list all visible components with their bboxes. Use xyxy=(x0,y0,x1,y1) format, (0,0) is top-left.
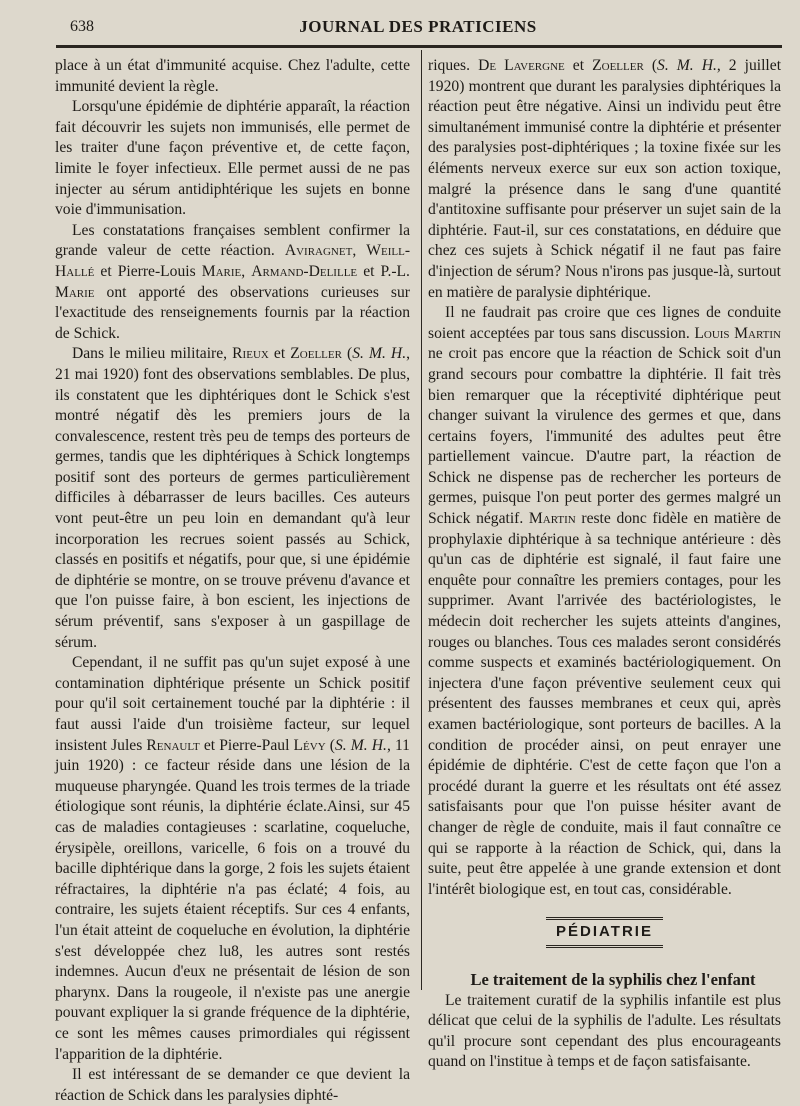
paragraph xyxy=(55,344,410,653)
author-name: Renault xyxy=(146,736,200,754)
text-run: reste donc fidèle en matière de prophylaxie diphtérique à sa technique antérieure : dès qu'un cas de diphtérie est signalé, il faut faire une enquête pour connaître les premiers contages, pour les supprimer. Avant l'arrivée des bactériologistes, le médecin doit rechercher les sujets atteints d'angines, rouges ou blanches. Tous ces malades seront considérés comme suspects et examinés bactériologiquement. On injectera d'une façon préventive seulement ceux qui présentent des fausses membranes et ceux qui, après examen bactériologique, sont porteurs de bacilles. A la condition de procéder ainsi, on peut enrayer une épidémie de diphtérie. C'est de cette façon que l'on a procédé durant la guerre et les résultats ont été assez satisfaisants pour que l'on puisse hésiter avant de changer de règle de conduite, mais il faut connaître ce qui se rapporte à la réaction de Schick, qui, dans la suite, peut être appelée à une grande extension et dont l'intérêt biologique est, en tout cas, considérable. xyxy=(428,510,781,898)
column-divider xyxy=(421,50,422,990)
text-run: Les constatations françaises semblent confirmer la grande valeur de cette réaction. xyxy=(55,221,410,260)
text-run: et xyxy=(363,262,375,280)
text-run: ( xyxy=(329,736,335,754)
author-name: Louis Martin xyxy=(694,324,781,342)
header-rule xyxy=(56,45,782,48)
paragraph: Le traitement curatif de la syphilis infantile est plus délicat que celui de la syphilis de l'adulte. Les résultats qu'il procure sont cependant des plus encourageants quand on l'institue à temps et de façon satisfaisante. xyxy=(428,991,781,1071)
paragraph: Il est intéressant de se demander ce que devient la réaction de Schick dans les paralysies diphté- xyxy=(55,1066,410,1104)
journal-title: JOURNAL DES PRATICIENS xyxy=(299,17,537,36)
text-run: ( xyxy=(651,57,658,74)
article-title: Le traitement de la syphilis chez l'enfant xyxy=(470,969,756,989)
left-column xyxy=(55,56,410,1106)
author-name: Zoeller xyxy=(592,57,644,74)
text-run: et Pierre-Louis xyxy=(100,262,196,280)
author-name: Marie xyxy=(201,262,242,280)
text-run: , xyxy=(352,242,357,260)
right-column xyxy=(428,56,781,1073)
text-run: et Pierre-Paul xyxy=(203,736,290,754)
paragraph xyxy=(55,221,410,345)
text-run: , 11 juin 1920) : ce facteur réside dans une lésion de la muqueuse pharyngée. Quand les trois termes de la triade étiologique sont réunis, la diphtérie éclate.Ainsi, sur 45 cas de maladies contagieuses : scarlatine, coqueluche, érysipèle, oreillons, varicelle, 6 fois on a trouvé du bacille diphtérique dans la gorge, 2 fois les sujets étaient réfractaires, la diphtérie n'a pas éclaté; 4 fois, au contraire, les sujets étaient réceptifs. Sur ces 4 enfants, l'un était atteint de coqueluche en évolution, la diphtérie s'est développée chez lu8, les autres sont restés indemnes. Aucun d'eux ne présentait de lésion de son pharynx. Dans la rougeole, il n'existe pas une anergie pouvant expliquer la si grande fréquence de la diphtérie, ce sont les mêmes causes primordiales qui régissent l'apparition de la diphtérie. xyxy=(55,736,410,1063)
paragraph xyxy=(428,303,781,900)
journal-abbrev: S. M. H. xyxy=(657,57,717,74)
author-name: Rieux xyxy=(232,345,269,363)
text-run: , 21 mai 1920) font des observations semblables. De plus, ils constatent que les diphtériques dont le Schick s'est montré négatif dès les premiers jours de la convalescence, restent très peu de temps des porteurs de germes, tandis que les diphtériques à Schick longtemps positif sont des porteurs de germes particulièrement difficiles à débarrasser de leurs bacilles. Ces auteurs vont peut-être un peu loin en demandant qu'à leur incorporation les recrues soient passés au Schick, classés en positifs et négatifs, pour que, si une épidémie de diphtérie se montre, on se trouve prévenu d'avance et que l'on puisse faire, à bon escient, les injections de sérum préventif, sans s'exposer à un gaspillage de sérum. xyxy=(55,345,411,651)
text-run: et xyxy=(273,345,286,363)
text-run: ont apporté des observations curieuses sur l'exactitude des renseignements fournis par la réaction de Schick. xyxy=(55,283,410,342)
text-run: et xyxy=(572,57,585,74)
section-label: PÉDIATRIE xyxy=(546,917,663,948)
page-number: 638 xyxy=(70,18,94,35)
journal-abbrev: S. M. H. xyxy=(352,345,407,363)
author-name: P.-L. Marie xyxy=(55,262,410,301)
author-name: Martin xyxy=(528,510,576,528)
text-run: Dans le milieu militaire, xyxy=(72,345,228,363)
text-run: , 2 juillet 1920) montrent que durant les paralysies diphtériques la réaction peut être négative. Ainsi un individu peut être simultanément immunisé contre la diphtérie et présenter des paralysies post-diphtériques ; la toxine fixée sur les éléments nerveux exerce sur eux son action toxique, malgré la présence dans le sang d'une quantité d'antitoxine suffisante pour préserver un sujet sain de la diphtérie. Faut-il, sur ces constatations, en déduire que chez ces sujets à Schick négatif il ne faut pas faire d'injection de sérum? Nous n'irons pas jusque-là, surtout en matière de paralysie diphtérique. xyxy=(428,57,782,301)
author-name: De Lavergne xyxy=(478,57,565,74)
section-heading xyxy=(428,917,781,948)
text-run: ( xyxy=(347,345,353,363)
text-run: , xyxy=(241,262,246,280)
paragraph: place à un état d'immunité acquise. Chez l'adulte, cette immunité devient la règle. xyxy=(55,57,410,95)
author-name: Lévy xyxy=(293,736,326,754)
author-name: Zoeller xyxy=(290,345,342,363)
text-run: Il ne faudrait pas croire que ces lignes de conduite soient acceptées par tous sans discussion. xyxy=(428,304,781,342)
text-run: ne croit pas encore que la réaction de Schick soit d'un grand secours pour combattre la diphtérie. Il fait très bien remarquer que la réceptivité diphtérique peut changer suivant la virulence des germes et que, dans certains foyers, l'immunité des adultes peut être partiellement vaincue. D'autre part, la réaction de Schick ne dispense pas de rechercher les porteurs de germes, puisque l'on peut porter des germes malgré un Schick négatif. xyxy=(428,345,781,528)
text-run: riques. xyxy=(428,57,471,74)
text-run: Cependant, il ne suffit pas qu'un sujet exposé à une contamination diphtérique présente un Schick positif pour qu'il soit certainement touché par la diphtérie : il faut aussi l'aide d'un troisième facteur, sur lequel insistent Jules xyxy=(55,654,410,754)
page-header xyxy=(56,14,780,42)
journal-abbrev: S. M. H. xyxy=(334,736,387,754)
author-name: Aviragnet xyxy=(284,242,353,260)
author-name: Armand-Delille xyxy=(251,262,358,280)
paragraph: Lorsqu'une épidémie de diphtérie apparaît, la réaction fait découvrir les sujets non immunisés, elle permet de les traiter d'une façon préventive et, de cette façon, limite le foyer infectieux. Elle permet aussi de ne pas injecter au sérum antidiphtérique les sujets en bonne voie d'immunisation. xyxy=(55,98,410,219)
paragraph xyxy=(428,56,781,303)
paragraph xyxy=(55,653,410,1065)
author-name: Weill-Hallé xyxy=(55,242,411,280)
